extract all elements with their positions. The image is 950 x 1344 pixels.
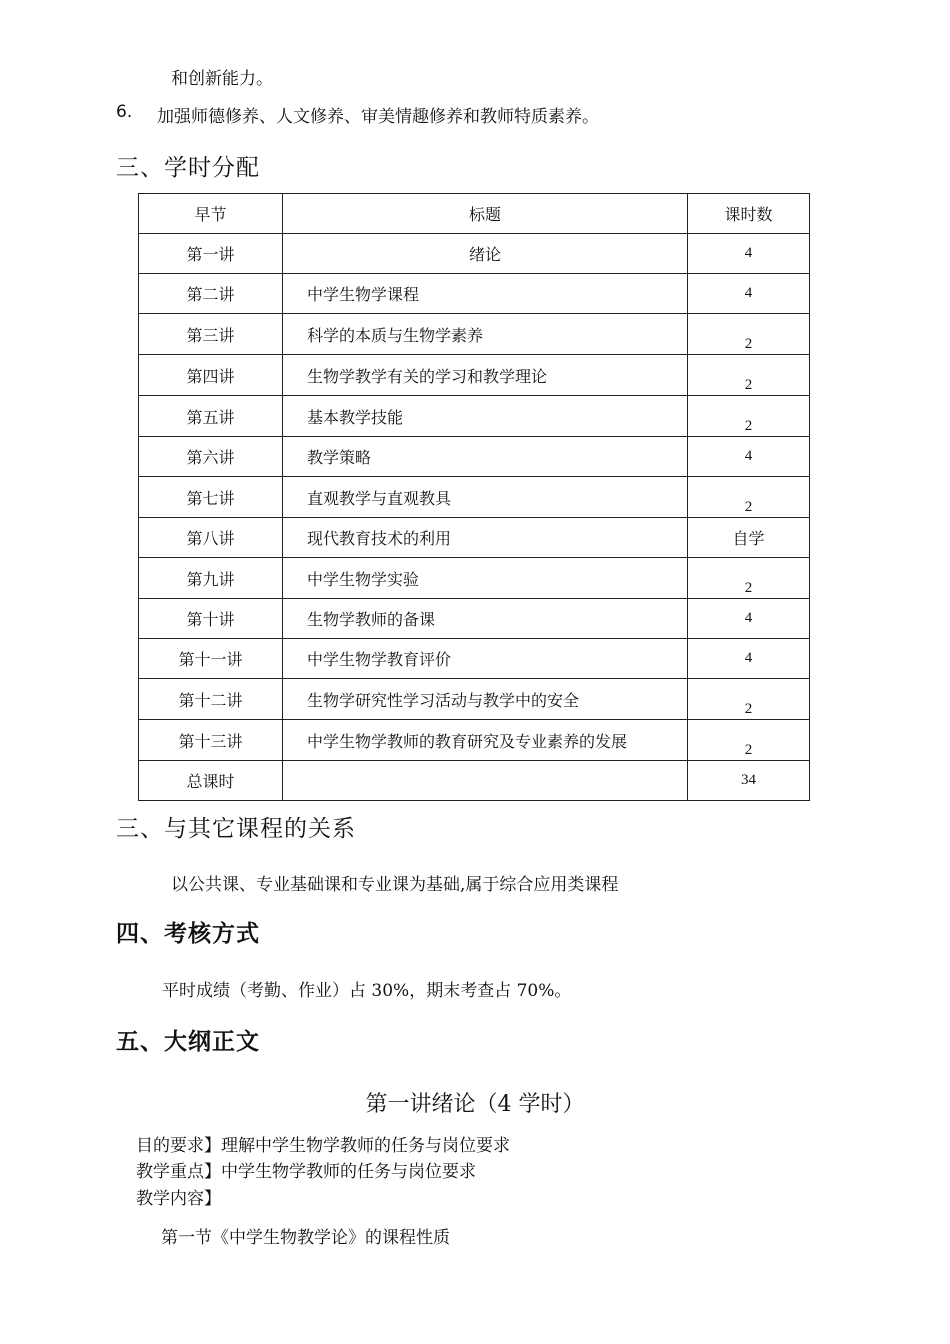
row-chapter: 第六讲 — [139, 437, 283, 477]
row-title: 直观教学与直观教具 — [283, 477, 688, 518]
row-chapter: 第九讲 — [139, 558, 283, 599]
heading-hours-allocation: 三、学时分配 — [116, 155, 260, 181]
table-row — [139, 234, 810, 274]
row-title: 中学生物学课程 — [283, 274, 688, 314]
row-chapter: 第十讲 — [139, 599, 283, 639]
table-row — [139, 314, 810, 355]
objectives-line: 目的要求】理解中学生物学教师的任务与岗位要求 — [136, 1136, 510, 1156]
row-chapter: 第十一讲 — [139, 639, 283, 679]
row-title: 中学生物学教师的教育研究及专业素养的发展 — [283, 720, 688, 761]
table-total-row — [139, 761, 810, 801]
row-title: 现代教育技术的利用 — [283, 518, 688, 558]
header-hours: 课时数 — [688, 194, 810, 234]
header-chapter: 早节 — [139, 194, 283, 234]
table-row — [139, 639, 810, 679]
total-empty-cell — [283, 761, 688, 801]
table-row — [139, 558, 810, 599]
row-hours: 2 — [688, 396, 810, 437]
row-hours: 2 — [688, 720, 810, 761]
row-hours: 2 — [688, 679, 810, 720]
row-hours: 4 — [688, 234, 810, 274]
table-row — [139, 518, 810, 558]
item-6-text: 加强师德修养、人文修养、审美情趣修养和教师特质素养。 — [157, 107, 599, 127]
table-header-row — [139, 194, 810, 234]
row-chapter: 第五讲 — [139, 396, 283, 437]
heading-course-relation: 三、与其它课程的关系 — [116, 816, 356, 842]
total-label: 总课时 — [139, 761, 283, 801]
hours-table — [138, 193, 810, 801]
row-title: 科学的本质与生物学素养 — [283, 314, 688, 355]
row-hours: 4 — [688, 274, 810, 314]
table-row — [139, 599, 810, 639]
table-row — [139, 274, 810, 314]
row-title: 教学策略 — [283, 437, 688, 477]
header-title: 标题 — [283, 194, 688, 234]
row-hours: 2 — [688, 558, 810, 599]
assessment-text: 平时成绩（考勤、作业）占 30%，期末考查占 70%。 — [162, 981, 572, 1001]
table-row — [139, 396, 810, 437]
row-chapter: 第七讲 — [139, 477, 283, 518]
row-title: 生物学研究性学习活动与教学中的安全 — [283, 679, 688, 720]
row-hours: 自学 — [688, 518, 810, 558]
row-hours: 2 — [688, 314, 810, 355]
key-points-line: 教学重点】中学生物学教师的任务与岗位要求 — [136, 1162, 476, 1182]
lecture-1-title: 第一讲绪论（4 学时） — [365, 1092, 585, 1117]
row-chapter: 第三讲 — [139, 314, 283, 355]
item-6-number: 6. — [116, 102, 133, 122]
row-chapter: 第八讲 — [139, 518, 283, 558]
row-hours: 2 — [688, 355, 810, 396]
row-hours: 4 — [688, 639, 810, 679]
row-title: 中学生物学实验 — [283, 558, 688, 599]
row-chapter: 第一讲 — [139, 234, 283, 274]
table-row — [139, 437, 810, 477]
row-title: 绪论 — [283, 234, 688, 274]
row-title: 生物学教师的备课 — [283, 599, 688, 639]
row-chapter: 第四讲 — [139, 355, 283, 396]
heading-syllabus-body: 五、大纲正文 — [116, 1028, 260, 1055]
table-row — [139, 477, 810, 518]
intro-continuation: 和创新能力。 — [171, 69, 273, 89]
row-chapter: 第十三讲 — [139, 720, 283, 761]
table-row — [139, 355, 810, 396]
content-label: 教学内容】 — [136, 1189, 221, 1209]
row-hours: 2 — [688, 477, 810, 518]
table-row — [139, 679, 810, 720]
row-title: 基本教学技能 — [283, 396, 688, 437]
row-hours: 4 — [688, 599, 810, 639]
row-chapter: 第十二讲 — [139, 679, 283, 720]
course-relation-text: 以公共课、专业基础课和专业课为基础,属于综合应用类课程 — [171, 875, 619, 895]
row-hours: 4 — [688, 437, 810, 477]
row-title: 中学生物学教育评价 — [283, 639, 688, 679]
total-hours: 34 — [688, 761, 810, 801]
row-chapter: 第二讲 — [139, 274, 283, 314]
row-title: 生物学教学有关的学习和教学理论 — [283, 355, 688, 396]
table-row — [139, 720, 810, 761]
heading-assessment: 四、考核方式 — [116, 920, 260, 947]
section-1-title: 第一节《中学生物教学论》的课程性质 — [161, 1228, 450, 1248]
